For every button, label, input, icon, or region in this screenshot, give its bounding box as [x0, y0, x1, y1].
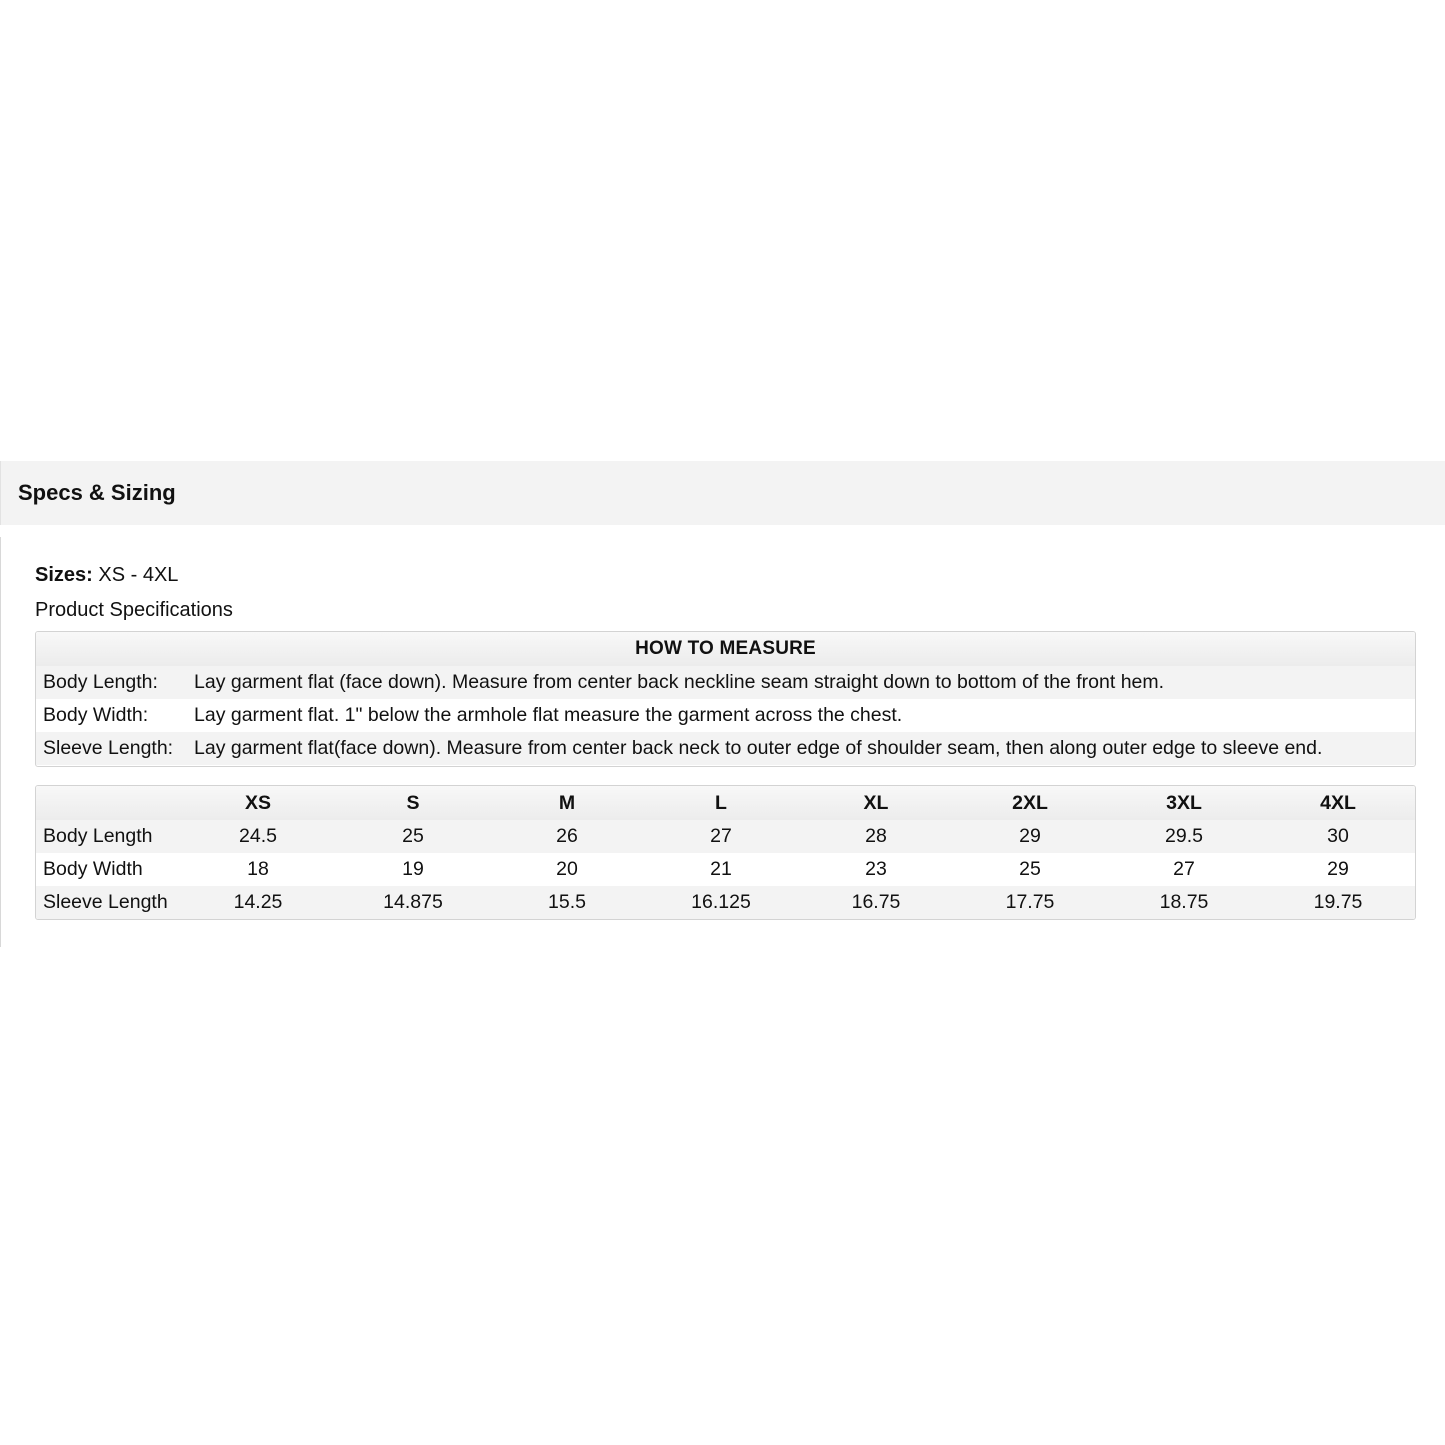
- size-header-3xl: 3XL: [1166, 792, 1202, 814]
- size-header-xs: XS: [244, 792, 271, 814]
- table-cell: 20: [556, 858, 578, 880]
- row-label: Body Length: [43, 825, 153, 847]
- table-row-body-length: [36, 820, 1415, 853]
- table-cell: 27: [1173, 858, 1195, 880]
- measure-label: Sleeve Length:: [43, 737, 174, 759]
- table-cell: 14.875: [383, 891, 443, 913]
- measure-row-sleeve-length: [36, 732, 1415, 765]
- size-header-4xl: 4XL: [1320, 792, 1356, 814]
- table-cell: 27: [710, 825, 732, 847]
- table-cell: 14.25: [233, 891, 283, 913]
- measure-text: Lay garment flat(face down). Measure from center back neck to outer edge of shoulder seam, then along outer edge to sleeve end.: [194, 737, 1323, 759]
- section-title: Specs & Sizing: [18, 480, 176, 505]
- table-cell: 21: [710, 858, 732, 880]
- table-cell: 17.75: [1005, 891, 1055, 913]
- table-cell: 29: [1327, 858, 1349, 880]
- table-cell: 15.5: [548, 891, 586, 913]
- product-specifications-heading: Product Specifications: [35, 599, 233, 621]
- sizes-value: XS - 4XL: [98, 564, 179, 586]
- measure-label: Body Width:: [43, 704, 149, 726]
- table-cell: 16.125: [691, 891, 751, 913]
- table-cell: 26: [556, 825, 578, 847]
- size-header-l: L: [715, 792, 727, 814]
- how-to-measure-title: HOW TO MEASURE: [36, 632, 1415, 666]
- measure-text: Lay garment flat (face down). Measure from center back neckline seam straight down to bottom of the front hem.: [194, 671, 1165, 693]
- measure-label: Body Length:: [43, 671, 158, 693]
- size-header-2xl: 2XL: [1012, 792, 1048, 814]
- table-cell: 19.75: [1313, 891, 1363, 913]
- table-cell: 19: [402, 858, 424, 880]
- table-cell: 18.75: [1159, 891, 1209, 913]
- row-label: Sleeve Length: [43, 891, 168, 913]
- table-cell: 25: [402, 825, 424, 847]
- table-row-body-width: [36, 853, 1415, 886]
- size-chart-header-row: [36, 786, 1415, 820]
- table-cell: 28: [865, 825, 887, 847]
- table-row-sleeve-length: [36, 886, 1415, 919]
- measure-row-body-width: [36, 699, 1415, 732]
- measure-text: Lay garment flat. 1" below the armhole flat measure the garment across the chest.: [194, 704, 903, 726]
- size-header-m: M: [558, 792, 576, 814]
- size-header-s: S: [406, 792, 420, 814]
- table-cell: 29.5: [1165, 825, 1203, 847]
- specs-sizing-panel: [0, 537, 1445, 947]
- how-to-measure-table: [35, 631, 1416, 767]
- table-cell: 29: [1019, 825, 1041, 847]
- specs-sizing-accordion-header[interactable]: [0, 461, 1445, 525]
- table-cell: 24.5: [239, 825, 277, 847]
- table-cell: 23: [865, 858, 887, 880]
- size-header-xl: XL: [863, 792, 889, 814]
- table-cell: 30: [1327, 825, 1349, 847]
- table-cell: 18: [247, 858, 269, 880]
- measure-row-body-length: [36, 666, 1415, 699]
- table-cell: 16.75: [851, 891, 901, 913]
- sizes-line: [35, 564, 178, 587]
- size-chart-table: [35, 785, 1416, 920]
- table-cell: 25: [1019, 858, 1041, 880]
- row-label: Body Width: [43, 858, 143, 880]
- sizes-label: Sizes:: [35, 564, 93, 586]
